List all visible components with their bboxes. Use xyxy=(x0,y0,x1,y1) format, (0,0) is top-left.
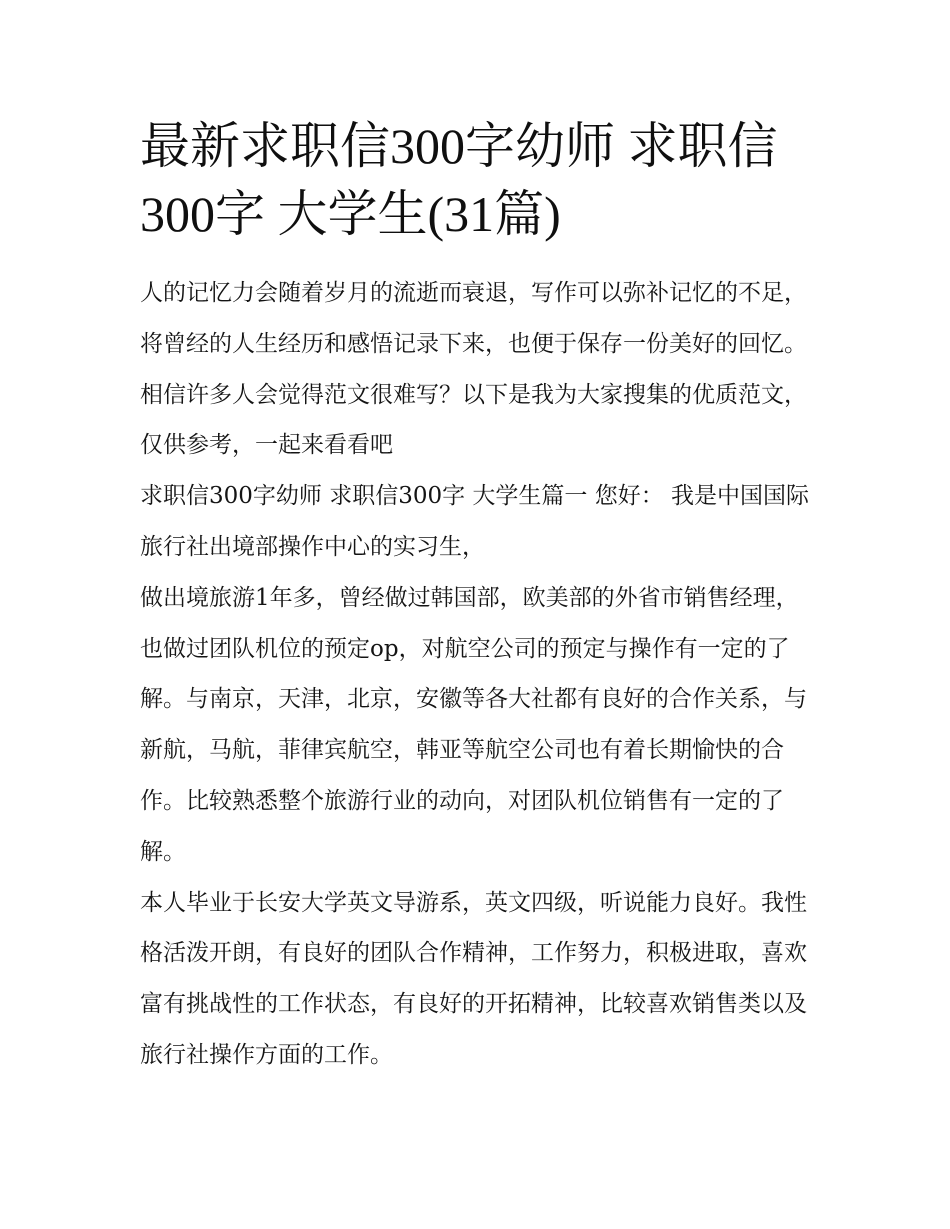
paragraph-experience: 做出境旅游1年多，曾经做过韩国部，欧美部的外省市销售经理，也做过团队机位的预定op，对航空公司的预定与操作有一定的了解。与南京，天津，北京，安徽等各大社都有良好的合作关系，与新航，马航，菲律宾航空，韩亚等航空公司也有着长期愉快的合作。比较熟悉整个旅游行业的动向，对团队机位销售有一定的了解。 xyxy=(140,584,807,865)
document-page xyxy=(140,112,812,1081)
document-title: 最新求职信300字幼师 求职信300字 大学生(31篇) xyxy=(140,118,778,242)
paragraph-intro: 人的记忆力会随着岁月的流逝而衰退，写作可以弥补记忆的不足，将曾经的人生经历和感悟记录下来，也便于保存一份美好的回忆。相信许多人会觉得范文很难写？以下是我为大家搜集的优质范文，仅供参考，一起来看看吧 xyxy=(140,280,807,459)
paragraph-education: 本人毕业于长安大学英文导游系，英文四级，听说能力良好。我性格活泼开朗，有良好的团队合作精神，工作努力，积极进取，喜欢富有挑战性的工作状态，有良好的开拓精神，比较喜欢销售类以及旅行社操作方面的工作。 xyxy=(140,889,807,1068)
document-body xyxy=(140,268,812,1081)
paragraph-greeting: 求职信300字幼师 求职信300字 大学生篇一 您好： 我是中国国际旅行社出境部操作中心的实习生， xyxy=(140,483,810,560)
